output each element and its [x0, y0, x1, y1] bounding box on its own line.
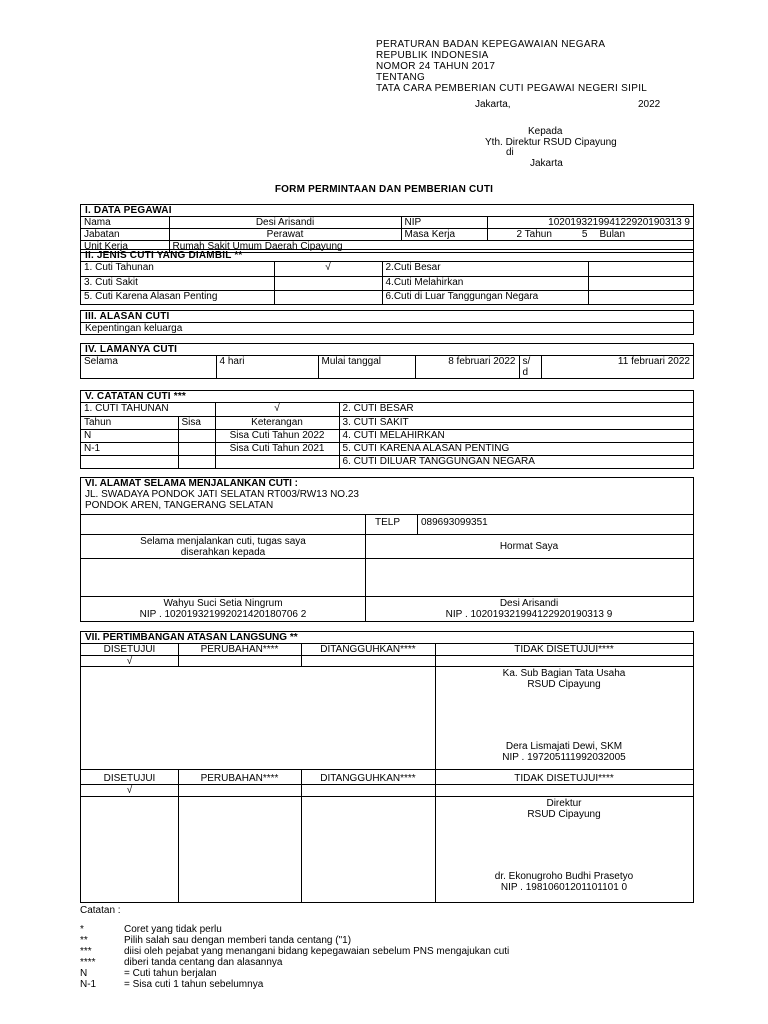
leave-record-table — [81, 403, 693, 468]
regulation-line: TENTANG — [376, 72, 426, 83]
delegate-signature — [81, 598, 365, 620]
col-sisa: Sisa — [178, 416, 215, 429]
value-jabatan: Perawat — [169, 229, 401, 241]
col-disetujui: DISETUJUI — [103, 773, 156, 784]
section-data-pegawai — [80, 204, 694, 253]
divider — [81, 514, 693, 515]
leave-type-item: 3. Cuti Sakit — [81, 276, 274, 290]
employee-table — [81, 217, 693, 252]
check-mark: √ — [126, 785, 133, 796]
row-n: N — [81, 429, 178, 442]
table-row — [81, 276, 693, 290]
value-end-date: 11 februari 2022 — [541, 356, 693, 378]
empty-cell — [274, 276, 382, 290]
empty-cell — [588, 262, 693, 276]
empty-cell — [588, 290, 693, 304]
record-tahunan: 1. CUTI TAHUNAN — [81, 403, 215, 416]
divider — [178, 644, 179, 666]
leave-type-item: 1. Cuti Tahunan — [81, 262, 274, 276]
regulation-line: TATA CARA PEMBERIAN CUTI PEGAWAI NEGERI SIPIL — [376, 83, 648, 94]
approver2-signature — [435, 871, 693, 893]
record-item: 6. CUTI DILUAR TANGGUNGAN NEGARA — [339, 455, 693, 468]
section-pertimbangan — [80, 631, 694, 903]
check-mark: √ — [215, 403, 339, 416]
applicant-nip: NIP . 102019321994122920190313 9 — [445, 609, 613, 620]
record-item: 5. CUTI KARENA ALASAN PENTING — [339, 442, 693, 455]
empty-cell — [178, 442, 215, 455]
sd-bottom: d — [522, 367, 529, 378]
col-keterangan: Keterangan — [215, 416, 339, 429]
label-nip: NIP — [401, 217, 487, 229]
recipient-di: di — [506, 147, 514, 158]
check-mark: √ — [126, 656, 133, 667]
city-date: Jakarta, — [475, 99, 511, 110]
label-nama: Nama — [81, 217, 169, 229]
section-title: V. CATATAN CUTI *** — [81, 391, 693, 403]
approver2-name: dr. Ekonugroho Budhi Prasetyo — [494, 871, 634, 882]
empty-cell — [81, 455, 178, 468]
section-lamanya-cuti — [80, 343, 694, 379]
approver2-title: Direktur — [546, 798, 582, 809]
value-nip: 102019321994122920190313 9 — [487, 217, 693, 229]
col-perubahan: PERUBAHAN**** — [200, 644, 279, 655]
value-start-date: 8 februari 2022 — [415, 356, 519, 378]
hormat-saya: Hormat Saya — [499, 541, 559, 552]
empty-cell — [215, 455, 339, 468]
label-telp: TELP — [375, 517, 401, 528]
masa-tahun: 2 Tahun — [516, 229, 552, 240]
empty-cell — [178, 455, 215, 468]
applicant-name: Desi Arisandi — [499, 598, 559, 609]
section-jenis-cuti — [80, 249, 694, 305]
masa-bulan: 5 — [581, 229, 588, 240]
note-value: Coret yang tidak perlu — [124, 924, 222, 935]
regulation-line: PERATURAN BADAN KEPEGAWAIAN NEGARA — [376, 39, 606, 50]
value-unit: Rumah Sakit Umum Daerah Cipayung — [169, 241, 693, 253]
divider — [301, 644, 302, 666]
recipient-kepada: Kepada — [528, 126, 563, 137]
table-row — [81, 356, 693, 378]
section-title: IV. LAMANYA CUTI — [81, 344, 693, 356]
recipient-name: Yth. Direktur RSUD Cipayung — [485, 137, 617, 148]
table-row — [81, 290, 693, 304]
section-title: VI. ALAMAT SELAMA MENJALANKAN CUTI : — [85, 478, 298, 489]
date-year: 2022 — [638, 99, 661, 110]
divider — [417, 514, 418, 534]
note-value: = Sisa cuti 1 tahun sebelumnya — [124, 979, 264, 990]
record-item: 4. CUTI MELAHIRKAN — [339, 429, 693, 442]
note-value: Pilih salah sau dengan memberi tanda centang ("1) — [124, 935, 352, 946]
divider — [81, 666, 693, 667]
label-unit: Unit Kerja — [81, 241, 169, 253]
label-jabatan: Jabatan — [81, 229, 169, 241]
note-key: N-1 — [80, 979, 97, 990]
approver1-position — [435, 668, 693, 690]
col-ditangguhkan: DITANGGUHKAN**** — [320, 773, 416, 784]
row-n1: N-1 — [81, 442, 178, 455]
section-title: II. JENIS CUTI YANG DIAMBIL ** — [81, 250, 693, 262]
approver2-nip: NIP . 19810601201101101 0 — [500, 882, 628, 893]
leave-type-item: 6.Cuti di Luar Tanggungan Negara — [382, 290, 588, 304]
divider — [81, 558, 693, 559]
value-telp: 089693099351 — [421, 517, 488, 528]
applicant-signature — [365, 598, 693, 620]
label-mulai: Mulai tanggal — [318, 356, 415, 378]
notes-title: Catatan : — [80, 905, 121, 916]
section-title: VII. PERTIMBANGAN ATASAN LANGSUNG ** — [81, 632, 693, 644]
approver1-signature — [435, 741, 693, 763]
empty-cell — [588, 276, 693, 290]
col-tidak-disetujui: TIDAK DISETUJUI**** — [514, 773, 614, 784]
table-row — [81, 217, 693, 229]
approver1-title: Ka. Sub Bagian Tata Usaha — [502, 668, 626, 679]
row-n1-ket: Sisa Cuti Tahun 2021 — [215, 442, 339, 455]
approver1-name: Dera Lismajati Dewi, SKM — [505, 741, 623, 752]
handover-text — [81, 536, 365, 558]
divider — [301, 769, 302, 902]
value-days: 4 hari — [216, 356, 318, 378]
table-row — [81, 442, 693, 455]
table-row — [81, 455, 693, 468]
approver1-nip: NIP . 197205111992032005 — [502, 752, 626, 763]
section-title: III. ALASAN CUTI — [81, 311, 693, 323]
bulan-label: Bulan — [599, 229, 626, 240]
section-alasan-cuti — [80, 310, 694, 335]
empty-cell — [274, 290, 382, 304]
handover-line: Selama menjalankan cuti, tugas saya — [140, 536, 306, 547]
divider — [81, 769, 693, 770]
value-masa-kerja — [487, 229, 693, 241]
address-line: JL. SWADAYA PONDOK JATI SELATAN RT003/RW13 NO.23 — [85, 489, 359, 500]
empty-cell — [178, 429, 215, 442]
value-nama: Desi Arisandi — [169, 217, 401, 229]
approver2-org: RSUD Cipayung — [527, 809, 601, 820]
table-row — [81, 429, 693, 442]
divider — [81, 534, 693, 535]
address-line: PONDOK AREN, TANGERANG SELATAN — [85, 500, 274, 511]
note-key: N — [80, 968, 88, 979]
table-row — [81, 416, 693, 429]
note-key: * — [80, 924, 84, 935]
leave-type-item: 2.Cuti Besar — [382, 262, 588, 276]
regulation-line: REPUBLIK INDONESIA — [376, 50, 489, 61]
delegate-nip: NIP . 102019321992021420180706 2 — [139, 609, 307, 620]
row-n-ket: Sisa Cuti Tahun 2022 — [215, 429, 339, 442]
label-sd — [519, 356, 541, 378]
regulation-header — [376, 39, 696, 94]
divider — [178, 769, 179, 902]
record-item: 3. CUTI SAKIT — [339, 416, 693, 429]
note-value: diberi tanda centang dan alasannya — [124, 957, 283, 968]
table-row — [81, 229, 693, 241]
leave-type-item: 4.Cuti Melahirkan — [382, 276, 588, 290]
section-catatan-cuti — [80, 390, 694, 469]
approver1-org: RSUD Cipayung — [527, 679, 601, 690]
section-alamat — [80, 477, 694, 622]
check-mark: √ — [274, 262, 382, 276]
handover-line: diserahkan kepada — [180, 547, 266, 558]
record-item: 2. CUTI BESAR — [339, 403, 693, 416]
label-selama: Selama — [81, 356, 216, 378]
col-tahun: Tahun — [81, 416, 178, 429]
note-key: *** — [80, 946, 92, 957]
reason-text: Kepentingan keluarga — [85, 323, 183, 334]
note-value: diisi oleh pejabat yang menangani bidang kepegawaian sebelum PNS mengajukan cuti — [124, 946, 510, 957]
table-row — [81, 403, 693, 416]
col-ditangguhkan: DITANGGUHKAN**** — [320, 644, 416, 655]
table-row — [81, 262, 693, 276]
note-value: = Cuti tahun berjalan — [124, 968, 217, 979]
col-tidak-disetujui: TIDAK DISETUJUI**** — [514, 644, 614, 655]
form-title: FORM PERMINTAAN DAN PEMBERIAN CUTI — [274, 184, 494, 195]
note-key: **** — [80, 957, 96, 968]
delegate-name: Wahyu Suci Setia Ningrum — [163, 598, 283, 609]
approver2-position — [435, 798, 693, 820]
col-disetujui: DISETUJUI — [103, 644, 156, 655]
note-key: ** — [80, 935, 88, 946]
duration-table — [81, 356, 693, 378]
sd-top: s/ — [522, 356, 531, 367]
regulation-line: NOMOR 24 TAHUN 2017 — [376, 61, 496, 72]
divider — [81, 596, 693, 597]
label-masa-kerja: Masa Kerja — [401, 229, 487, 241]
section-title: I. DATA PEGAWAI — [81, 205, 693, 217]
divider — [81, 796, 693, 797]
recipient-place: Jakarta — [530, 158, 563, 169]
col-perubahan: PERUBAHAN**** — [200, 773, 279, 784]
leave-type-table — [81, 262, 693, 304]
leave-type-item: 5. Cuti Karena Alasan Penting — [81, 290, 274, 304]
